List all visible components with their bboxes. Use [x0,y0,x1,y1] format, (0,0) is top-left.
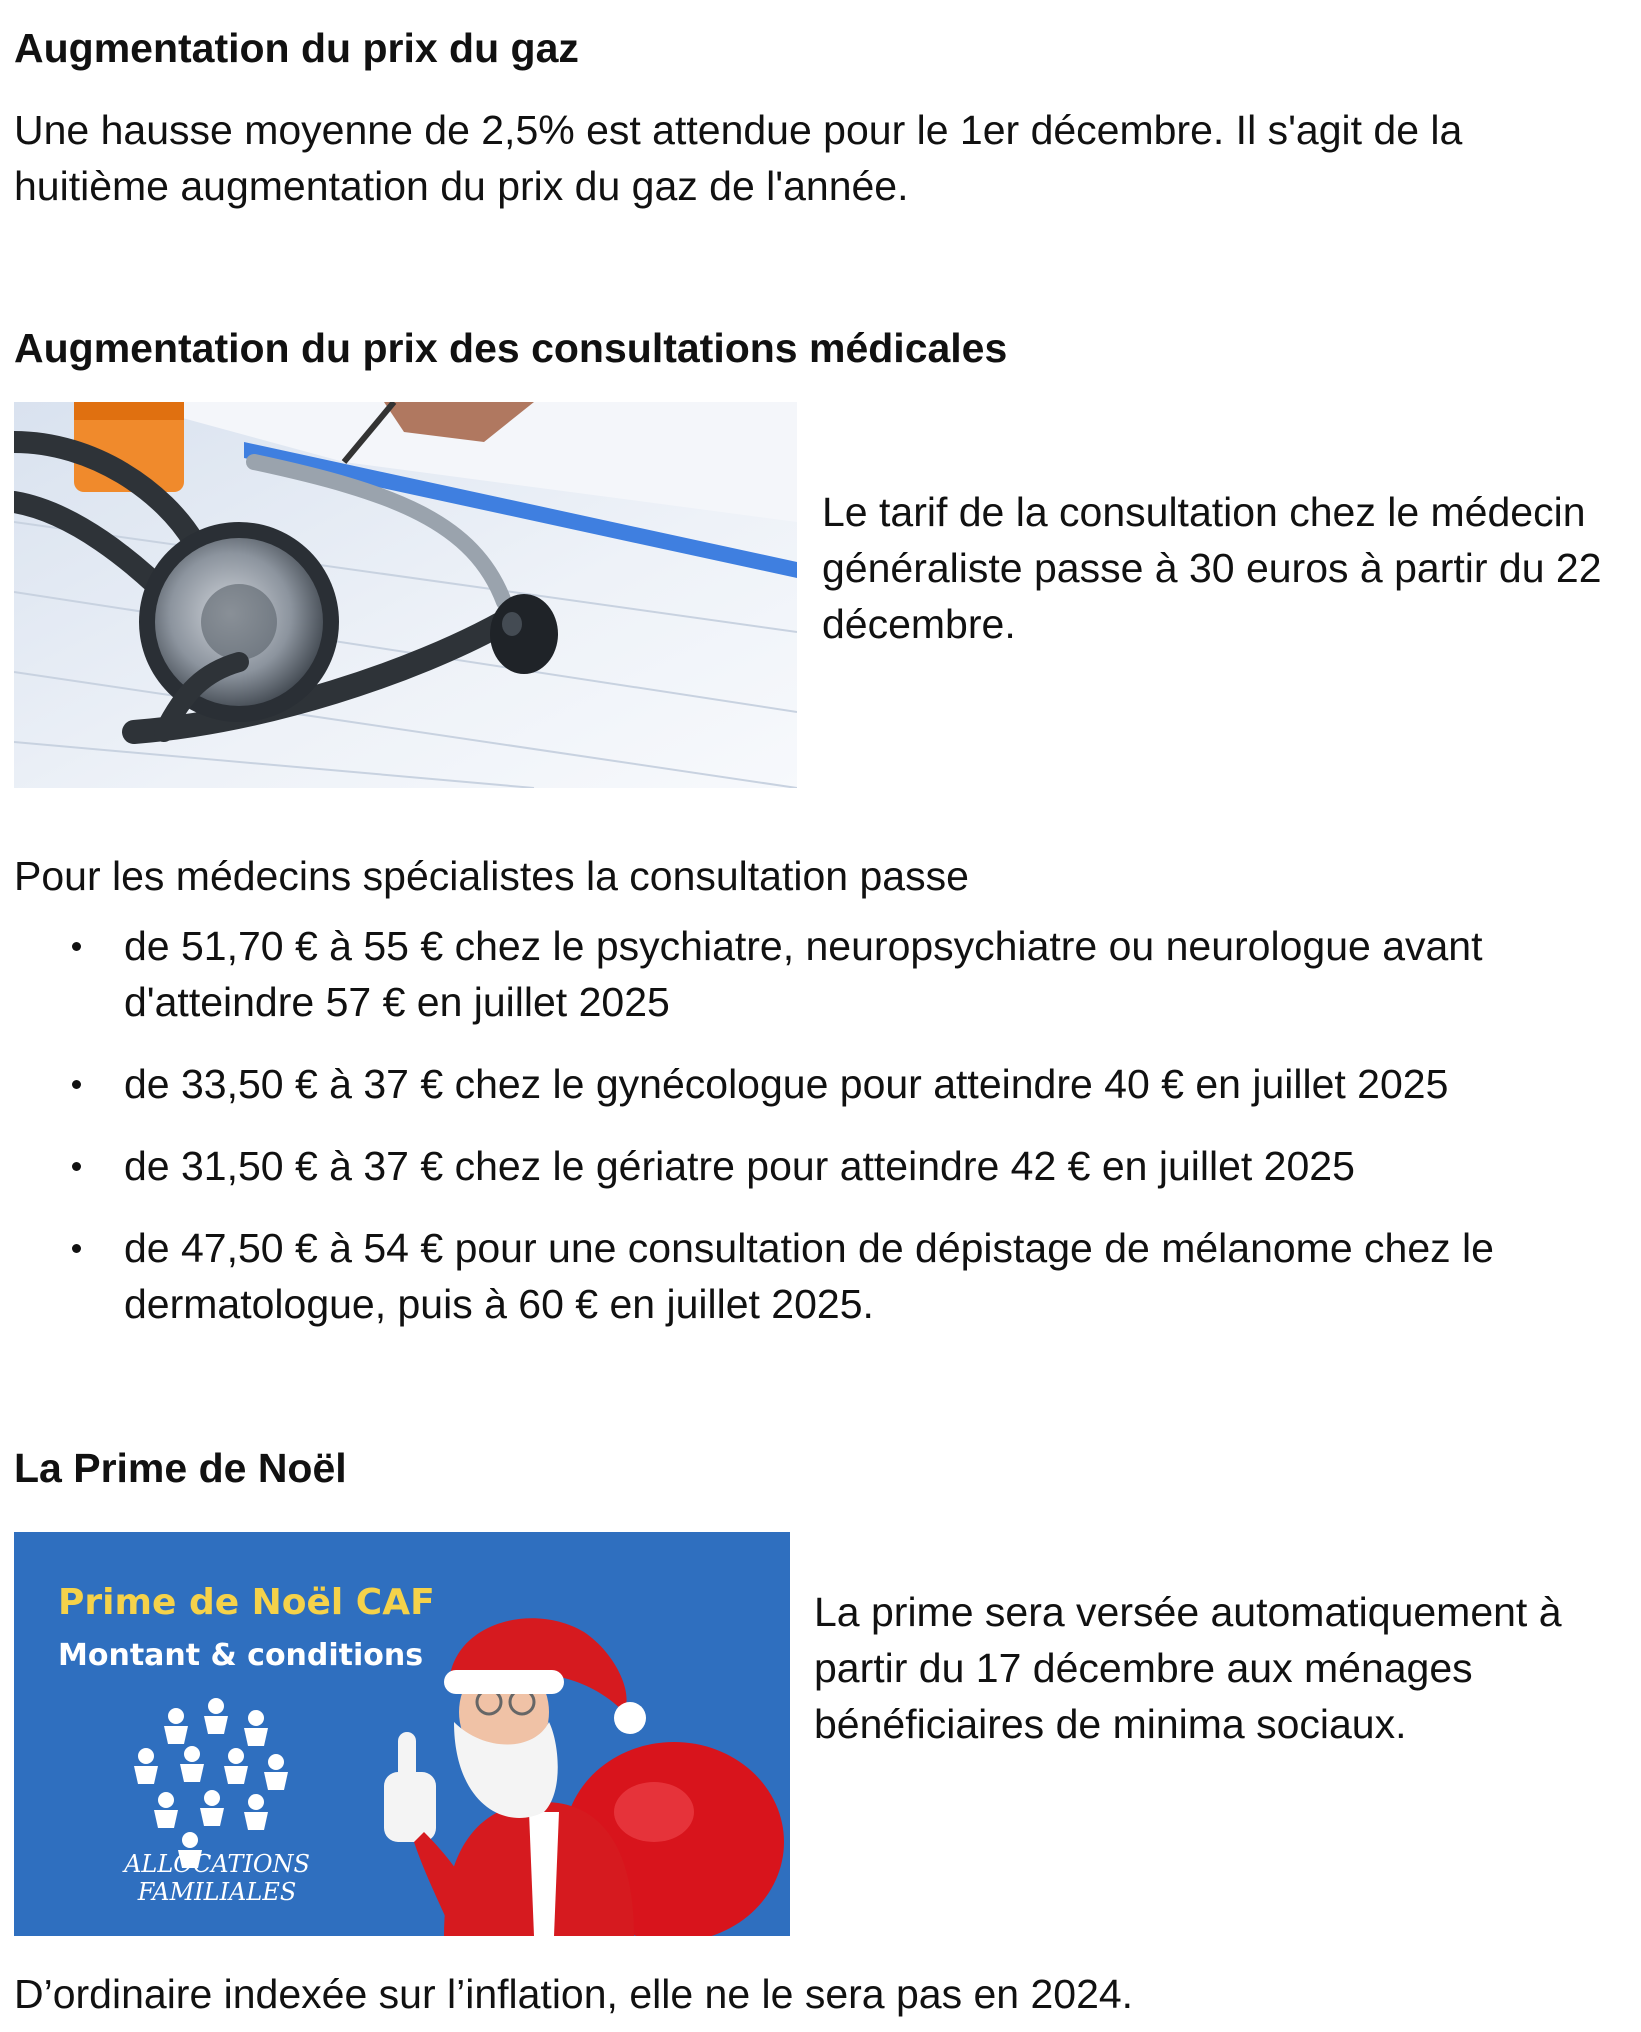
prime-noel-banner [14,1532,790,1936]
noel-footer-text: D’ordinaire indexée sur l’inflation, elle ne le sera pas en 2024. [14,1971,1134,2017]
bullet-icon [72,1162,81,1171]
bullet-icon [72,1244,81,1253]
list-item [14,1056,1624,1112]
list-item [14,918,1624,1030]
banner-subtitle: Montant & conditions [58,1638,424,1673]
specialists-intro: Pour les médecins spécialistes la consultation passe [14,853,969,899]
bullet-icon [72,942,81,951]
list-item [14,1138,1624,1194]
bullet-icon [72,1080,81,1089]
gas-paragraph: Une hausse moyenne de 2,5% est attendue pour le 1er décembre. Il s'agit de la huitième augmentation du prix du gaz de l'année. [14,107,1463,209]
gas-heading: Augmentation du prix du gaz [14,25,579,71]
santa-claus-icon [384,1602,790,1936]
list-item-text: de 31,50 € à 37 € chez le gériatre pour atteindre 42 € en juillet 2025 [124,1143,1355,1189]
medical-side-text: Le tarif de la consultation chez le médecin généraliste passe à 30 euros à partir du 22 décembre. [822,489,1602,647]
logo-text-1: ALLOCATIONS [124,1850,310,1878]
specialists-list [14,918,1624,1358]
list-item [14,1220,1624,1332]
list-item-text: de 51,70 € à 55 € chez le psychiatre, neuropsychiatre ou neurologue avant d'atteindre 57 € en juillet 2025 [124,923,1483,1025]
stethoscope-image [14,402,797,788]
list-item-text: de 33,50 € à 37 € chez le gynécologue pour atteindre 40 € en juillet 2025 [124,1061,1449,1107]
logo-text-2: FAMILIALES [137,1878,297,1906]
noel-side-text: La prime sera versée automatiquement à partir du 17 décembre aux ménages bénéficiaires de minima sociaux. [814,1589,1562,1747]
noel-heading: La Prime de Noël [14,1445,347,1491]
medical-heading: Augmentation du prix des consultations médicales [14,325,1008,371]
banner-title: Prime de Noël CAF [58,1582,435,1623]
list-item-text: de 47,50 € à 54 € pour une consultation de dépistage de mélanome chez le dermatologue, puis à 60 € en juillet 2025. [124,1225,1494,1327]
